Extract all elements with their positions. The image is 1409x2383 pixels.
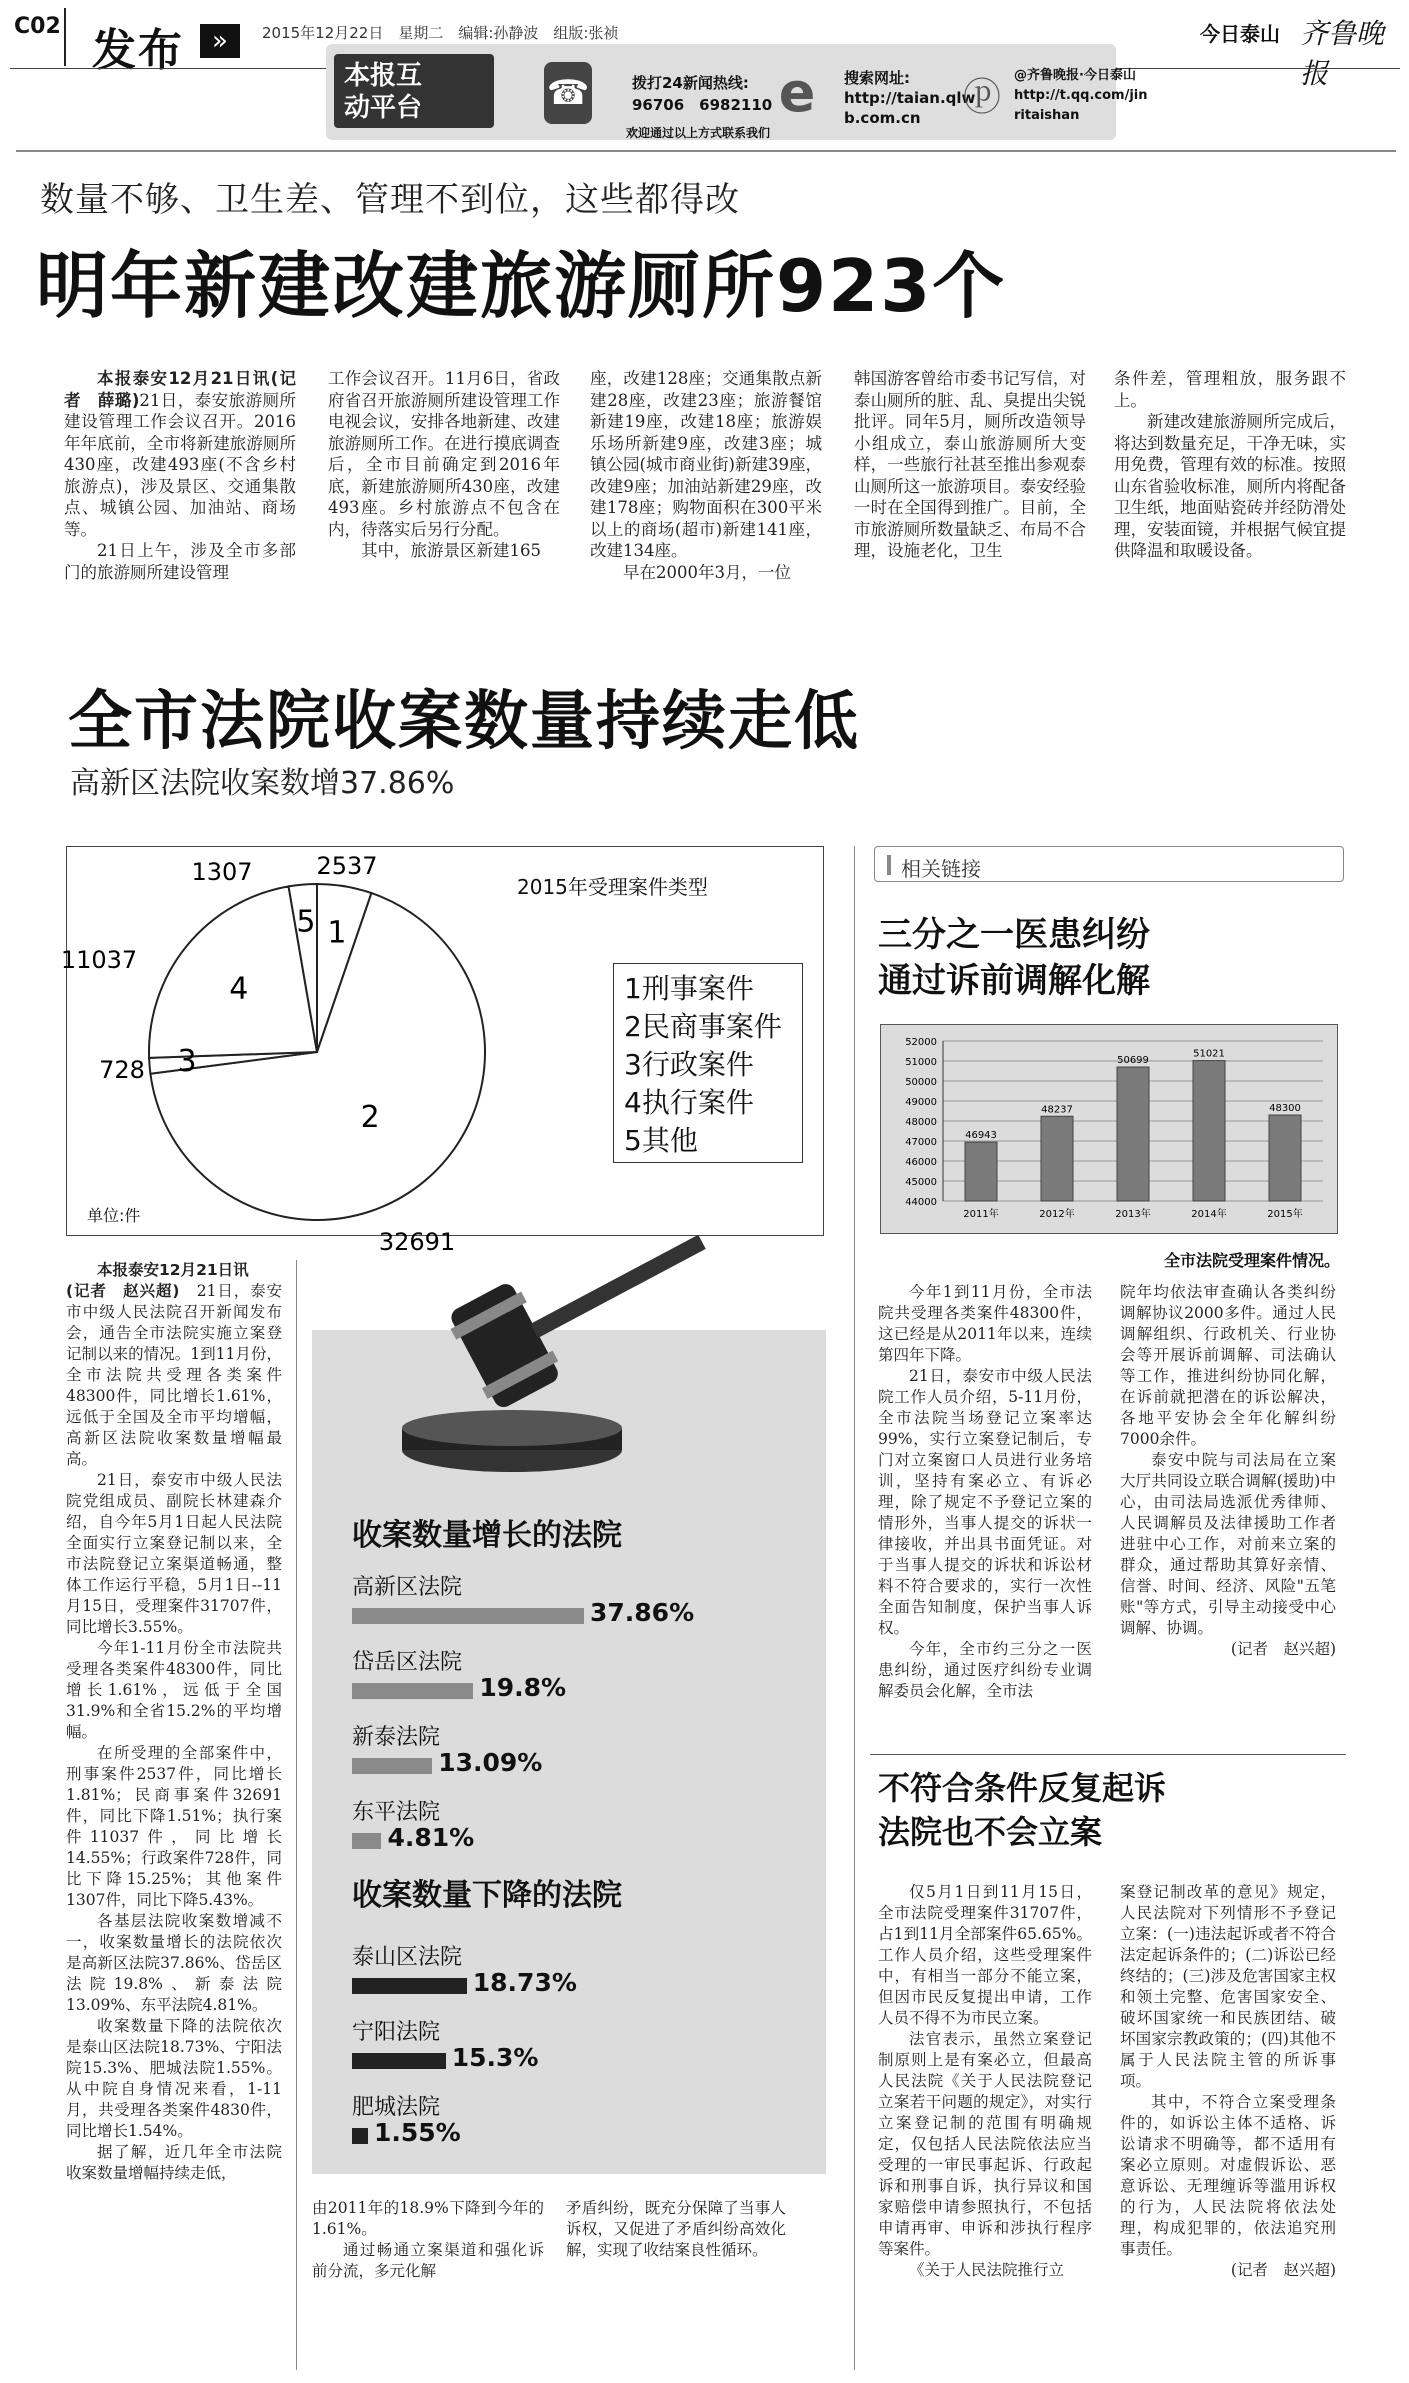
interactive-platform-banner <box>326 44 1148 140</box>
pie-value-label-5: 1307 <box>191 858 253 886</box>
bar-value-label: 48237 <box>1041 1104 1073 1116</box>
issue-info: 2015年12月22日 星期二 编辑:孙静波 组版:张祯 <box>262 24 619 42</box>
court-bar-value: 19.8% <box>479 1673 567 1702</box>
sidebar-col2: 院年均依法审查确认各类纠纷调解协议2000多件。通过人民调解组织、行政机关、行业协会等开展诉前调解、司法确认等工作，推进纠纷协同化解，在诉前就把潜在的诉讼解决，各地平安协会全年化解纠纷7000余件。 泰安中院与司法局在立案大厅共同设立联合调解(援助)中心，由司法局选派优秀律师、人民调解员及法律援助工作者进驻中心工作，对前来立案的群众，通过帮助其算好亲情、信誉、时间、经济、风险"五笔账"等方式，引导主动接受中心调解、协调。 (记者 赵兴超) <box>1120 1283 1336 1658</box>
sidebar-col3: 仅5月1日到11月15日，全市法院受理案件31707件，占1到11月全部案件65.65%。工作人员介绍，这些受理案件中，有相当一部分不能立案，但因市民反复提出申请，工作人员不得不为市民立案。 法官表示，虽然立案登记制原则上是有案必立，但最高人民法院《关于人民法院登记立案若干问题的规定》，对实行立案登记制的范围有明确规定，仅包括人民法院依法应当受理的一审民事起诉、行政起诉和刑事自诉，执行异议和国家赔偿申请参照执行，不包括申请再审、申诉和涉执行程序等案件。 《关于人民法院推行立 <box>878 1883 1092 2279</box>
pie-value-label-3: 728 <box>99 1056 145 1084</box>
bar-chart-box <box>880 1024 1338 1234</box>
bar-x-tick: 2013年 <box>1115 1209 1151 1220</box>
court-bar-value: 18.73% <box>472 1968 577 1997</box>
gavel-box-up-title: 收案数量增长的法院 <box>352 1518 622 1553</box>
bar-2012年 <box>1041 1116 1073 1201</box>
article2-col2-bottom: 由2011年的18.9%下降到今年的1.61%。 通过畅通立案渠道和强化诉前分流，多元化解 <box>312 2199 544 2280</box>
article2-col1: 本报泰安12月21日讯 (记者 赵兴超) 21日，泰安市中级人民法院召开新闻发布会，通告全市法院实施立案登记制以来的情况。1到11月份，全市法院共受理各类案件48300件，同比增长1.61%，远低于全国及全市平均增幅，高新区法院收案数量增幅最高。 21日，泰安市中级人民法院党组成员、副院长林建森介绍，自今年5月1日起人民法院全面实行立案登记制以来，全市法院登记立案渠道畅通，整体工作运行平稳，5月1日--11月15日，受理案件31707件，同比增长3.55%。 今年1-11月份全市法院共受理各类案件48300件，同比增长1.61%，远低于全国31.9%和全省15.2%的平均增幅。 在所受理的全部案件中，刑事案件2537件，同比增长1.81%；民商事案件32691件，同比下降1.51%；执行案件11037件，同比增长14.55%；行政案件728件，同比下降15.25%；其他案件1307件，同比下降5.43%。 各基层法院收案数增减不一，收案数量增长的法院依次是高新区法院37.86%、岱岳区法院19.8%、新泰法院13.09%、东平法院4.81%。 收案数量下降的法院依次是泰山区法院18.73%、宁阳法院15.3%、肥城法院1.55%。从中院自身情况来看，1-11月，共受理各类案件4830件，同比增长1.54%。 据了解，近几年全市法院收案数量增幅持续走低， <box>66 1261 282 2182</box>
bar-2015年 <box>1269 1115 1301 1201</box>
pie-slice-number-2: 2 <box>360 1100 380 1136</box>
article1-col4: 韩国游客曾给市委书记写信，对泰山厕所的脏、乱、臭提出尖锐批评。同年5月，厕所改造领导小组成立，泰山旅游厕所大变样，一些旅行社甚至推出参观泰山厕所这一旅游项目。泰安经验一时在全国得到推广。目前，全市旅游厕所数量缺乏、布局不合理，设施老化，卫生 <box>854 369 1086 560</box>
bar-y-tick: 46000 <box>905 1157 937 1168</box>
pie-slice-number-1: 1 <box>327 915 347 951</box>
pie-value-label-4: 11037 <box>60 946 138 974</box>
related-link-tag-bar <box>887 855 891 875</box>
bar-y-tick: 45000 <box>905 1177 937 1188</box>
hotline-info: 拨打24新闻热线: 96706 6982110 <box>632 74 773 114</box>
page-number: C02 <box>14 14 61 39</box>
court-bar <box>352 2053 446 2069</box>
court-bar <box>352 1683 473 1699</box>
court-name: 泰山区法院 <box>352 1945 463 1970</box>
newspaper-logo: 齐鲁晚报 <box>1300 17 1385 90</box>
court-bar-value: 1.55% <box>374 2118 461 2147</box>
bar-y-tick: 51000 <box>905 1057 937 1068</box>
bar-value-label: 48300 <box>1269 1103 1301 1114</box>
court-name: 新泰法院 <box>352 1725 441 1750</box>
bar-2011年 <box>965 1142 997 1201</box>
article2-headline: 全市法院收案数量持续走低 <box>68 685 860 759</box>
pie-unit: 单位:件 <box>87 1206 141 1225</box>
court-bar <box>352 1758 432 1774</box>
phone-icon: ☎ <box>544 62 592 124</box>
weibo-info: @齐鲁晚报·今日泰山 http://t.qq.com/jin ritaishan <box>1014 68 1148 123</box>
browser-icon: e <box>778 61 816 124</box>
court-bar <box>352 1608 584 1624</box>
bar-y-tick: 44000 <box>905 1197 937 1208</box>
article2-col3-bottom: 矛盾纠纷，既充分保障了当事人诉权，又促进了矛盾纠纷高效化解，实现了收结案良性循环。 <box>566 2199 786 2259</box>
pie-slice-number-3: 3 <box>177 1044 197 1079</box>
article1-headline: 明年新建改建旅游厕所923个 <box>36 244 1007 328</box>
gavel-icon <box>402 1260 702 1480</box>
section-arrow-icon: » <box>200 24 240 58</box>
pie-value-label-1: 2537 <box>316 852 378 880</box>
bar-x-tick: 2015年 <box>1267 1209 1303 1220</box>
bar-value-label: 50699 <box>1117 1055 1149 1067</box>
court-name: 宁阳法院 <box>352 2020 441 2045</box>
court-bar-value: 13.09% <box>438 1748 543 1777</box>
pie-legend-item-5: 5其他 <box>624 1124 698 1157</box>
pie-legend-item-1: 1刑事案件 <box>624 972 754 1005</box>
bar-x-tick: 2012年 <box>1039 1209 1075 1220</box>
court-bar-value: 15.3% <box>451 2043 539 2072</box>
court-infographic-box <box>312 1330 826 2174</box>
court-bar-value: 37.86% <box>590 1598 695 1627</box>
bar-chart-caption: 全市法院受理案件情况。 <box>1164 1251 1341 1270</box>
website-info: 搜索网址: http://taian.qlw b.com.cn <box>844 69 976 127</box>
article1-kicker: 数量不够、卫生差、管理不到位，这些都得改 <box>40 180 740 220</box>
article1-col2: 工作会议召开。11月6日，省政府省召开旅游厕所建设管理工作电视会议，安排各地新建、改建旅游厕所工作。在进行摸底调查后，全市目前确定到2016年底，新建旅游厕所430座，改建493座。乡村旅游点不包含在内，待落实后另行分配。 其中，旅游景区新建165 <box>328 369 560 560</box>
bar-y-tick: 47000 <box>905 1137 937 1148</box>
court-name: 肥城法院 <box>352 2095 441 2120</box>
bar-2013年 <box>1117 1067 1149 1201</box>
pie-value-label-2: 32691 <box>378 1228 456 1256</box>
court-bar <box>352 2128 368 2144</box>
court-name: 高新区法院 <box>352 1575 463 1600</box>
sidebar-headline-1: 三分之一医患纠纷 通过诉前调解化解 <box>878 915 1150 1001</box>
court-bar <box>352 1978 467 1994</box>
section-title: 发布 <box>92 25 184 76</box>
pie-chart-box <box>60 846 824 1256</box>
pie-legend <box>613 963 803 1163</box>
gavel-drawing <box>402 1260 702 1480</box>
pie-title: 2015年受理案件类型 <box>517 875 708 899</box>
sidebar-headline-2: 不符合条件反复起诉 法院也不会立案 <box>878 1769 1167 1851</box>
pie-slice-number-4: 4 <box>229 971 249 1007</box>
platform-title-box: 本报互 动平台 <box>334 54 494 128</box>
related-link-tag: 相关链接 <box>874 846 1344 882</box>
court-name: 东平法院 <box>352 1800 441 1825</box>
pie-legend-item-4: 4执行案件 <box>624 1086 754 1119</box>
article1-col3: 座，改建128座；交通集散点新建28座，改建23座；旅游餐馆新建19座，改建18座；旅游娱乐场所新建9座，改建3座；城镇公园(城市商业街)新建39座，改建9座；加油站新建29座，改建178座；购物面积在300平米以上的商场(超市)新建141座，改建134座。 早在2000年3月，一位 <box>590 369 822 582</box>
weibo-icon: ⓟ <box>962 75 1001 119</box>
sidebar-col1: 今年1到11月份，全市法院共受理各类案件48300件，这已经是从2011年以来，连续第四年下降。 21日，泰安市中级人民法院工作人员介绍，5-11月份，全市法院当场登记立案率达99%，实行立案登记制后，专门对立案窗口人员进行业务培训，坚持有案必立、有诉必理，除了规定不予登记立案的情形外，当事人提交的诉状一律接收，并出具书面凭证。对于当事人提交的诉状和诉讼材料不符合要求的，实行一次性全面告知制度，保护当事人诉权。 今年，全市约三分之一医患纠纷，通过医疗纠纷专业调解委员会化解，全市法 <box>878 1283 1092 1700</box>
bar-x-tick: 2014年 <box>1191 1209 1227 1220</box>
bar-value-label: 51021 <box>1193 1048 1225 1060</box>
pie-legend-item-2: 2民商事案件 <box>624 1010 782 1043</box>
bar-value-label: 46943 <box>965 1130 997 1142</box>
bar-y-tick: 49000 <box>905 1097 937 1108</box>
bar-2014年 <box>1193 1061 1225 1201</box>
court-name: 岱岳区法院 <box>352 1650 463 1675</box>
article2-subhead: 高新区法院收案数增37.86% <box>70 766 455 801</box>
article1-col5: 条件差，管理粗放，服务跟不上。 新建改建旅游厕所完成后，将达到数量充足，干净无味，实用免费，管理有效的标准。按照山东省验收标准，厕所内将配备卫生纸，地面贴瓷砖并经防滑处理，安装面镜，并根据气候宜提供降温和取暖设备。 <box>1114 369 1346 560</box>
pie-legend-item-3: 3行政案件 <box>624 1048 754 1081</box>
bar-y-tick: 50000 <box>905 1077 937 1088</box>
court-bar-value: 4.81% <box>387 1823 475 1852</box>
pie-slice-number-5: 5 <box>296 904 316 940</box>
edition-city: 今日泰山 <box>1200 22 1280 46</box>
court-bar <box>352 1833 381 1849</box>
gavel-box-down-title: 收案数量下降的法院 <box>352 1878 622 1913</box>
bar-y-tick: 52000 <box>905 1037 937 1048</box>
bar-chart <box>881 1025 1339 1235</box>
bar-y-tick: 48000 <box>905 1117 937 1128</box>
article1-col1: 本报泰安12月21日讯(记者 薛璐)21日，泰安旅游厕所建设管理工作会议召开。2016年年底前，全市将新建旅游厕所430座，改建493座(不含乡村旅游点)，涉及景区、交通集散点、城镇公园、加油站、商场等。 21日上午，涉及全市多部门的旅游厕所建设管理 <box>64 369 296 582</box>
contact-welcome: 欢迎通过以上方式联系我们 <box>626 126 771 140</box>
bar-x-tick: 2011年 <box>963 1209 999 1220</box>
sidebar-col4: 案登记制改革的意见》规定，人民法院对下列情形不予登记立案：(一)违法起诉或者不符合法定起诉条件的；(二)诉讼已经终结的；(三)涉及危害国家主权和领土完整、危害国家安全、破坏国家统一和民族团结、破坏国家宗教政策的；(四)其他不属于人民法院主管的所诉事项。 其中，不符合立案受理条件的，如诉讼主体不适格、诉讼请求不明确等，都不适用有案必立原则。对虚假诉讼、恶意诉讼、无理缠诉等滥用诉权的行为，人民法院将依法处理，构成犯罪的，依法追究刑事责任。 (记者 赵兴超) <box>1120 1883 1336 2279</box>
